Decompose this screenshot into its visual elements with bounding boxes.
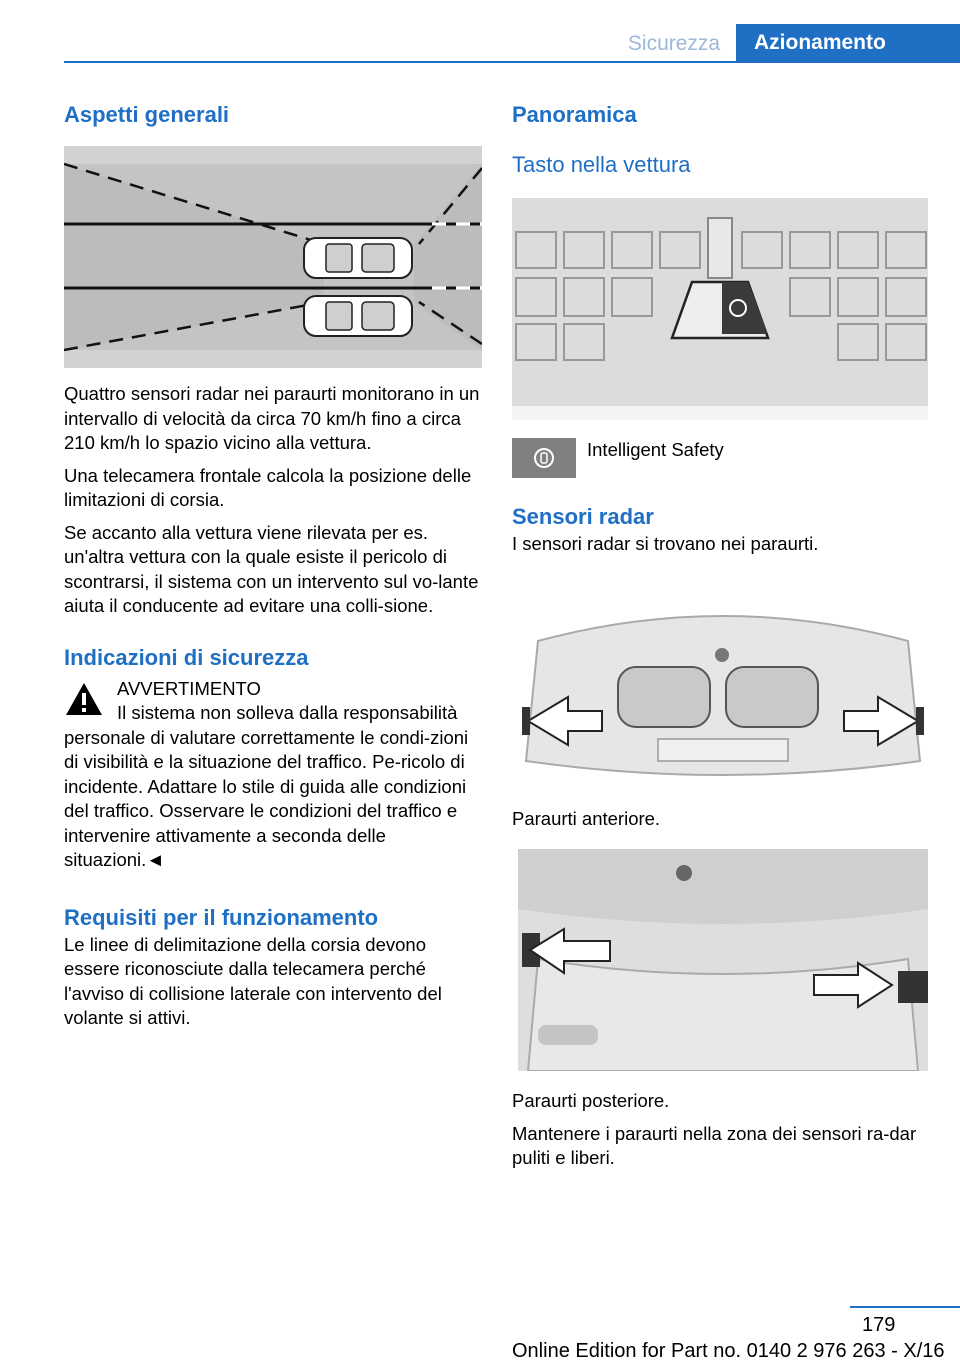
heading-indicazioni-sicurezza: Indicazioni di sicurezza [64,644,309,670]
caption-front: Paraurti anteriore. [512,807,661,829]
paragraph: Mantenere i paraurti nella zona dei sensori ra-dar puliti e liberi. [512,1122,917,1168]
car-top-icon [304,238,412,278]
page-number: 179 [862,1314,896,1336]
left-column [64,100,482,1039]
warning-title: AVVERTIMENTO [117,677,261,699]
paragraph: Le linee di delimitazione della corsia devono essere riconosciute dalla telecamera perché l'avviso di collisione laterale con intervento del volante si attivi. [64,933,442,1028]
footer-rule [850,1306,960,1308]
tab-sicurezza[interactable]: Sicurezza [627,32,721,55]
edition-footer: Online Edition for Part no. 0140 2 976 263 - X/16 [512,1340,945,1362]
right-column [512,100,930,1179]
header-rule [64,61,960,63]
dashboard-button-photo [512,198,928,420]
intelligent-safety-button-icon [512,438,576,478]
heading-tasto-vettura: Tasto nella vettura [512,152,691,177]
caption-rear: Paraurti posteriore. [512,1090,670,1111]
paragraph: Se accanto alla vettura viene rilevata per es. un'altra vettura con la quale esiste il pericolo di scontrarsi, il sistema con un intervento sul vo-lante aiuta il conducente ad evitare una colli-sione. [64,521,479,616]
warning-block [64,677,482,873]
car-top-icon [304,296,412,336]
heading-sensori-radar: Sensori radar [512,504,654,529]
paragraph: Una telecamera frontale calcola la posizione delle limitazioni di corsia. [64,464,472,510]
warning-text: Il sistema non solleva dalla responsabilità personale di valutare correttamente le condi-zioni di visibilità e la situazione del traffico. Pe-ricolo di incidente. Adattare lo stile di guida alle condizioni del traffico. Osservare le condizioni del traffico e intervenire attivamente a seconda delle situazioni.◄ [64,702,469,870]
warning-triangle-icon [64,681,104,717]
front-bumper-photo [518,581,928,793]
rear-bumper-photo [518,849,928,1071]
icon-label: Intelligent Safety [587,439,724,460]
icon-row [512,438,930,482]
paragraph: Quattro sensori radar nei paraurti monitorano in un intervallo di velocità da circa 70 km/h fino a circa 210 km/h lo spazio vicino alla vettura. [64,383,480,453]
heading-requisiti: Requisiti per il funzionamento [64,904,379,930]
lane-sensor-diagram [64,146,482,368]
heading-aspetti-generali: Aspetti generali [64,102,230,127]
heading-panoramica: Panoramica [512,102,637,127]
paragraph: I sensori radar si trovano nei paraurti. [512,533,819,554]
tab-azionamento[interactable]: Azionamento [736,24,960,62]
